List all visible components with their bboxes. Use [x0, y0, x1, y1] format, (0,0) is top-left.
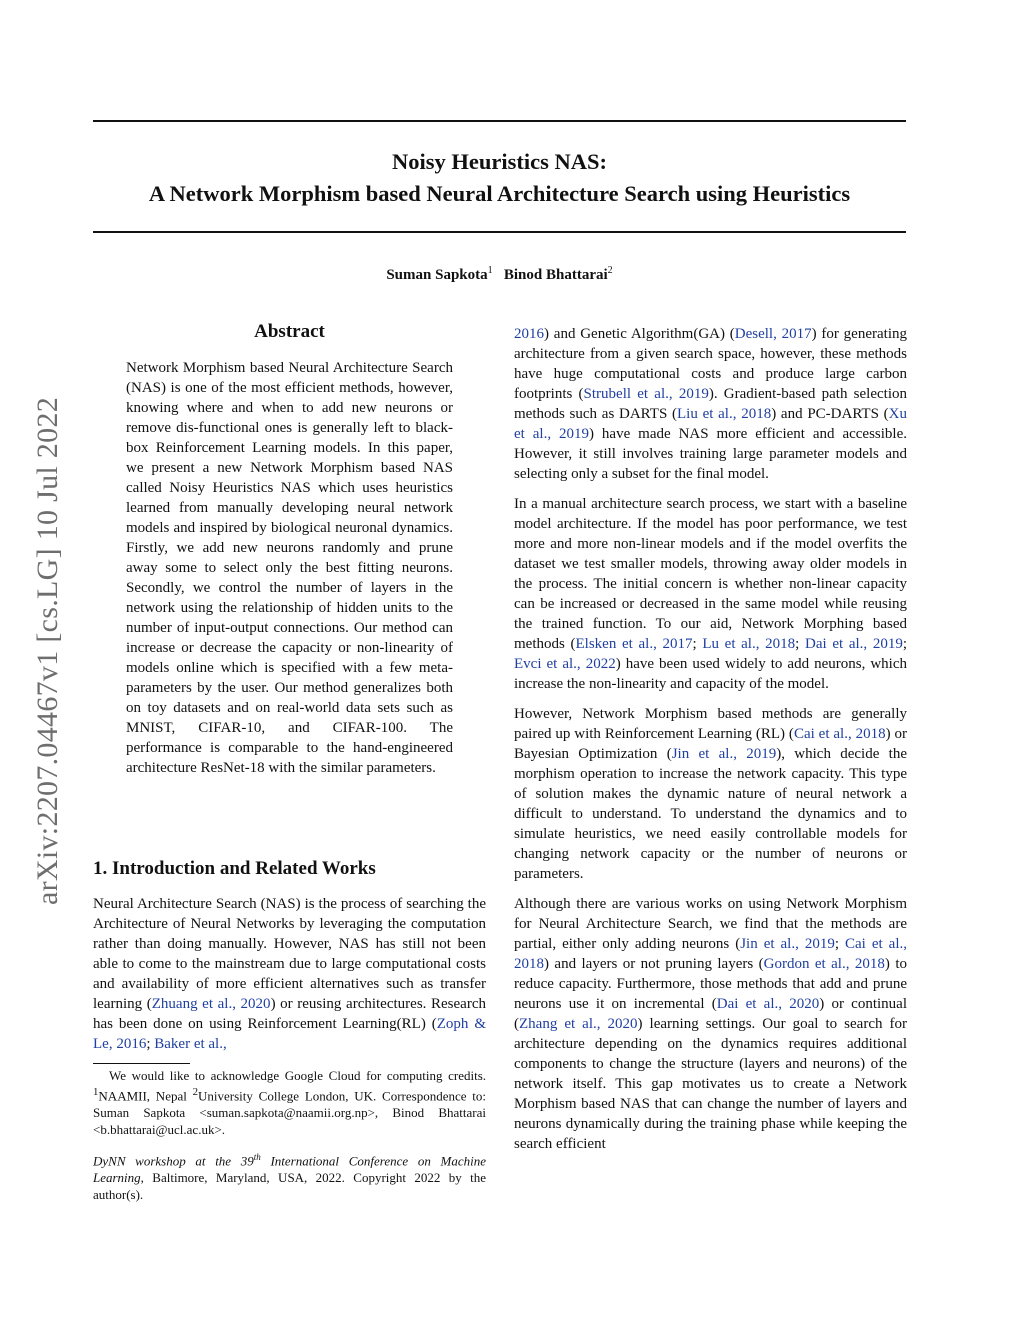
- citation-link[interactable]: Cai et al., 2018: [514, 936, 907, 972]
- citation-link[interactable]: 2016: [514, 326, 544, 342]
- citation-link[interactable]: Gordon et al., 2018: [763, 956, 885, 972]
- title-bottom-rule: [93, 231, 906, 233]
- body-text: ) to reduce capacity. Furthermore, those methods that add and prune neurons use it on incremental (: [514, 956, 907, 1012]
- right-column: [514, 324, 907, 1164]
- title-line-2: A Network Morphism based Neural Architecture Search using Heuristics: [148, 181, 851, 206]
- citation-link[interactable]: Baker et al.,: [154, 1036, 227, 1052]
- venue-text: , Baltimore, Maryland, USA, 2022. Copyright 2022 by the author(s).: [93, 1170, 486, 1203]
- affiliation-mark: 1: [487, 265, 493, 276]
- citation-link[interactable]: Lu et al., 2018: [702, 636, 796, 652]
- footnote-rule: [93, 1063, 190, 1064]
- paragraph: [514, 494, 907, 694]
- section-heading: 1. Introduction and Related Works: [93, 858, 376, 879]
- paragraph: [514, 324, 907, 484]
- paper-title: [93, 146, 906, 210]
- title-line-1: Noisy Heuristics NAS:: [392, 149, 607, 174]
- body-text: Neural Architecture Search (NAS) is the process of searching the Architecture of Neural Networks by leveraging the computation rather than doing manually. However, NAS has still not been able to come to the mainstream due to large computational costs and availability of more efficient alternatives such as transfer learning (: [93, 896, 486, 1012]
- venue-italic: DyNN workshop at the 39: [93, 1153, 254, 1169]
- body-text: ;: [834, 936, 846, 952]
- abstract-heading: Abstract: [254, 321, 325, 342]
- title-top-rule: [93, 120, 906, 122]
- body-text: ;: [146, 1036, 155, 1052]
- citation-link[interactable]: Evci et al., 2022: [514, 656, 616, 672]
- body-text: ;: [902, 636, 907, 652]
- footnote-mark: 2: [192, 1086, 199, 1098]
- author-name: Binod Bhattarai: [503, 267, 608, 283]
- footnote-text: University College London, UK. Correspondence to: Suman Sapkota <suman.sapkota@naamii.org.np>, Binod Bhattarai <b.bhattarai@ucl.ac.uk>.: [93, 1088, 486, 1138]
- body-text: ) and layers or not pruning layers (: [544, 956, 764, 972]
- footnote: [93, 1067, 486, 1138]
- citation-link[interactable]: Desell, 2017: [734, 326, 812, 342]
- citation-link[interactable]: Xu et al., 2019: [514, 406, 908, 442]
- affiliation-mark: 2: [607, 265, 613, 276]
- venue-italic: International Conference on Machine Learning: [93, 1153, 486, 1186]
- body-text: ) and Genetic Algorithm(GA) (: [544, 326, 735, 342]
- footnote-text: NAAMII, Nepal: [98, 1088, 193, 1104]
- body-text: However, Network Morphism based methods are generally paired up with Reinforcement Learning (RL) (: [514, 706, 907, 742]
- citation-link[interactable]: Strubell et al., 2019: [583, 386, 709, 402]
- body-text: ) or reusing architectures. Research has been done on using Reinforcement Learning(RL) (: [93, 996, 486, 1032]
- body-text: ) have made NAS more efficient and accessible. However, it still involves training large parameter models and selecting only a subset for the final model.: [514, 426, 907, 482]
- body-text: ), which decide the morphism operation to increase the network capacity. This type of solution makes the dynamic nature of neural network a difficult to understand. To understand the dynamics and to simulate heuristics, we need easily controllable models for changing network capacity or the number of neurons or parameters.: [514, 746, 907, 882]
- body-text: ;: [795, 636, 805, 652]
- citation-link[interactable]: Liu et al., 2018: [677, 406, 772, 422]
- citation-link[interactable]: Dai et al., 2020: [716, 996, 820, 1012]
- citation-link[interactable]: Zhuang et al., 2020: [151, 996, 271, 1012]
- body-text: ). Gradient-based path selection methods such as DARTS (: [514, 386, 907, 422]
- author-name: Suman Sapkota: [386, 267, 488, 283]
- body-text: ) or continual (: [514, 996, 907, 1032]
- abstract-text: Network Morphism based Neural Architecture Search (NAS) is one of the most efficient methods, however, knowing where and when to add new neurons or remove dis-functional ones is generally left to black-box Reinforcement Learning models. In this paper, we present a new Network Morphism based NAS called Noisy Heuristics NAS which uses heuristics learned from manually developing neural network models and inspired by biological neuronal dynamics. Firstly, we add new neurons randomly and prune away some to select only the best fitting neurons. Secondly, we control the number of layers in the network using the relationship of hidden units to the number of input-output connections. Our method can increase or decrease the capacity or non-linearity of models online which is specified with a few meta-parameters by the user. Our method generalizes both on toy datasets and on real-world data sets such as MNIST, CIFAR-10, and CIFAR-100. The performance is comparable to the hand-engineered architecture ResNet-18 with the similar parameters.: [126, 360, 453, 776]
- venue-note: [93, 1149, 486, 1203]
- body-text: ) and PC-DARTS (: [771, 406, 889, 422]
- paragraph: [514, 894, 907, 1154]
- body-text: Although there are various works on using Network Morphism for Neural Architecture Search, we find that the methods are partial, either only adding neurons (: [514, 896, 907, 952]
- footnote-text: We would like to acknowledge Google Cloud for computing credits.: [109, 1068, 486, 1083]
- paragraph: [514, 704, 907, 884]
- body-text: ;: [692, 636, 703, 652]
- citation-link[interactable]: Jin et al., 2019: [740, 936, 835, 952]
- citation-link[interactable]: Zoph & Le, 2016: [93, 1016, 486, 1052]
- body-text: ) have been used widely to add neurons, which increase the non-linearity and capacity of the model.: [514, 656, 908, 692]
- venue-sup: th: [253, 1152, 261, 1162]
- citation-link[interactable]: Zhang et al., 2020: [519, 1016, 638, 1032]
- author-list: [93, 265, 906, 284]
- body-text: ) for generating architecture from a given search space, however, these methods have huge computational costs and produce large carbon footprints (: [514, 326, 907, 402]
- footnote-mark: 1: [93, 1086, 99, 1098]
- citation-link[interactable]: Cai et al., 2018: [793, 726, 886, 742]
- body-text: In a manual architecture search process, we start with a baseline model architecture. If the model has poor performance, we test more and more non-linear models and if the model overfits the dataset we test smaller models, throwing away older models in the process. The initial concern is whether non-linear capacity can be increased or decreased in the same model while reusing the trained function. To our aid, Network Morphing based methods (: [514, 496, 907, 652]
- citation-link[interactable]: Elsken et al., 2017: [575, 636, 693, 652]
- citation-link[interactable]: Jin et al., 2019: [671, 746, 777, 762]
- body-text: ) learning settings. Our goal to search for architecture depending on the dynamics requires additional components to change the structure (layers and neurons) of the network itself. This gap motivates us to create a Network Morphism based NAS that can change the number of layers and neurons dynamically during the training phase while keeping the search efficient: [514, 1016, 907, 1152]
- body-text: ) or Bayesian Optimization (: [514, 726, 907, 762]
- intro-paragraph: [93, 894, 486, 1054]
- citation-link[interactable]: Dai et al., 2019: [805, 636, 903, 652]
- arxiv-stamp: arXiv:2207.04467v1 [cs.LG] 10 Jul 2022: [31, 396, 64, 906]
